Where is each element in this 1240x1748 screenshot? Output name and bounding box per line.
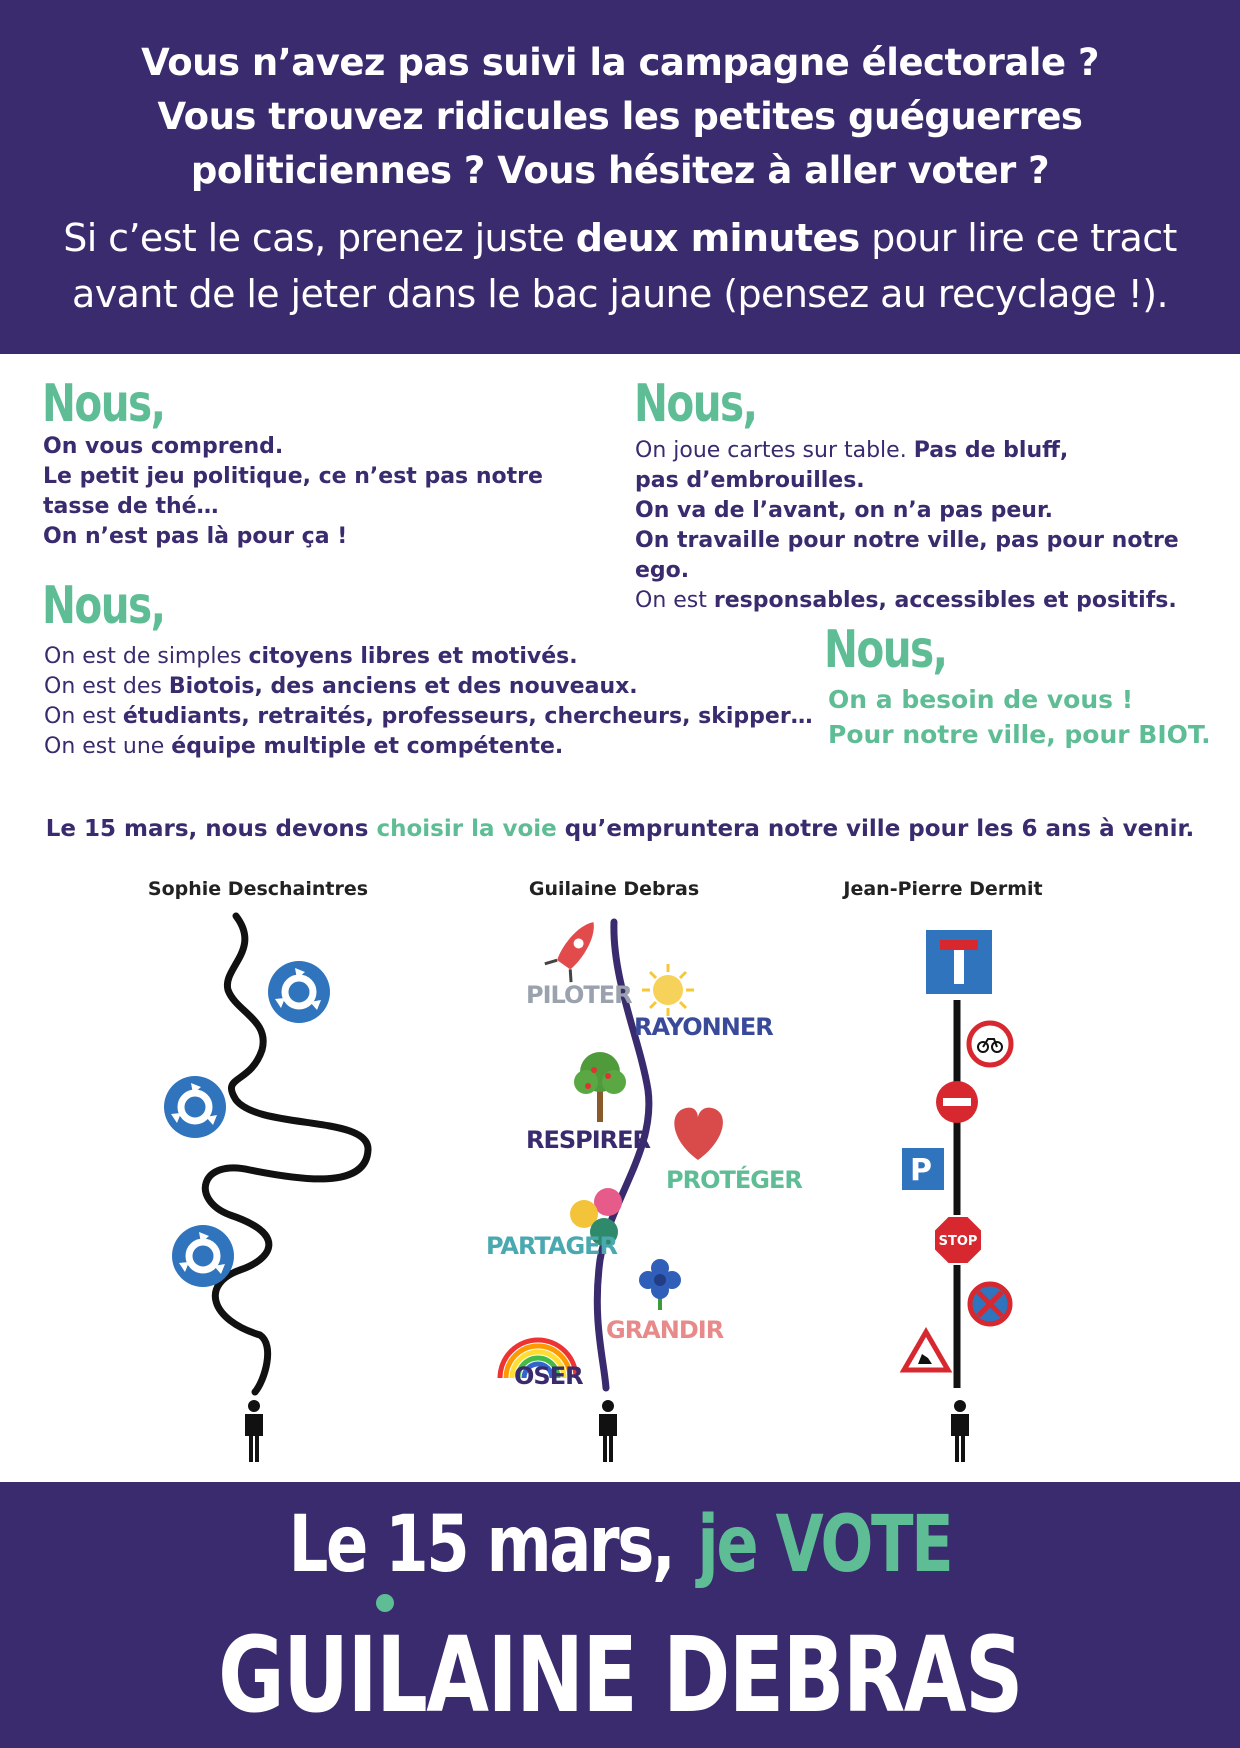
word-rayonner: RAYONNER: [634, 1013, 773, 1041]
candidate-name-3: Jean-Pierre Dermit: [843, 878, 1043, 900]
word-piloter: PILOTER: [526, 981, 632, 1009]
plain-text: On est de simples: [44, 644, 249, 669]
nous-heading-2: Nous,: [634, 374, 757, 434]
candidate-name-1: Sophie Deschaintres: [147, 878, 369, 900]
bold-text: citoyens libres et motivés.: [248, 644, 578, 669]
subline-text: Si c’est le cas, prenez juste: [63, 216, 576, 260]
header-question-2: Vous trouvez ridicules les petites guéguerres: [157, 95, 1083, 138]
bold-text: Biotois, des anciens et des nouveaux.: [168, 674, 638, 699]
bold-text: équipe multiple et compétente.: [171, 734, 564, 759]
headline-text-end: qu’empruntera notre ville pour les 6 ans à venir.: [556, 816, 1195, 842]
plain-text: On est une: [44, 734, 172, 759]
roundabout-icon: [164, 1076, 226, 1138]
falling-rocks-sign-icon: [904, 1332, 948, 1370]
vote-call: je VOTE: [697, 1500, 952, 1590]
tree-icon: [574, 1052, 626, 1122]
heart-icon: [674, 1108, 723, 1160]
no-bicycle-sign-icon: [969, 1023, 1011, 1065]
block4-line: On a besoin de vous !: [828, 685, 1134, 714]
bold-text: Pas de bluff,: [913, 438, 1069, 463]
block1-line: Le petit jeu politique, ce n’est pas notre: [43, 464, 543, 489]
bold-text: étudiants, retraités, professeurs, chercheurs, skipper…: [122, 704, 813, 729]
vote-line: [124, 1500, 1116, 1590]
nous-heading-3: Nous,: [42, 576, 165, 636]
block4-line: Pour notre ville, pour BIOT.: [828, 720, 1211, 749]
bold-text: On travaille pour notre ville, pas pour notre ego.: [635, 528, 1179, 583]
person-icon: [245, 1400, 263, 1462]
plain-text: On joue cartes sur table.: [635, 438, 914, 463]
headline-text: Le 15 mars, nous devons: [45, 816, 377, 842]
bold-text: responsables, accessibles et positifs.: [713, 588, 1177, 613]
person-icon: [599, 1400, 617, 1462]
nous-heading-4: Nous,: [824, 620, 947, 680]
stop-text: STOP: [938, 1234, 978, 1249]
accent-dot: [376, 1594, 394, 1612]
subline-bold: deux minutes: [575, 216, 860, 260]
word-oser: OSER: [514, 1362, 583, 1390]
sun-icon: [642, 964, 694, 1016]
roundabout-icon: [172, 1225, 234, 1287]
dead-end-sign-icon: [926, 930, 992, 994]
rocket-icon: [545, 913, 607, 982]
header-subline-2: avant de le jeter dans le bac jaune (pensez au recyclage !).: [72, 272, 1168, 316]
header-question-3: politiciennes ? Vous hésitez à aller voter ?: [190, 149, 1050, 192]
parking-sign-icon: [902, 1148, 944, 1190]
header-question-1: Vous n’avez pas suivi la campagne électorale ?: [141, 41, 1099, 84]
plain-text: On est: [44, 704, 123, 729]
no-stopping-sign-icon: [970, 1284, 1010, 1324]
parking-letter: P: [910, 1153, 932, 1188]
nous-heading-1: Nous,: [42, 374, 165, 434]
vote-date: Le 15 mars,: [288, 1500, 674, 1590]
plain-text: On est: [635, 588, 714, 613]
word-partager: PARTAGER: [486, 1232, 618, 1260]
plain-text: On est des: [44, 674, 169, 699]
no-entry-sign-icon: [936, 1081, 978, 1123]
stop-sign-icon: [934, 1216, 982, 1264]
word-proteger: PROTÉGER: [666, 1166, 802, 1194]
block1-line: On n’est pas là pour ça !: [43, 524, 348, 549]
roundabout-icon: [268, 961, 330, 1023]
bold-text: pas d’embrouilles.: [635, 468, 865, 493]
person-icon: [951, 1400, 969, 1462]
candidate-name-2: Guilaine Debras: [528, 878, 700, 900]
candidate-big-name: GUILAINE DEBRAS: [218, 1614, 1022, 1736]
block1-line: On vous comprend.: [43, 434, 284, 459]
word-respirer: RESPIRER: [526, 1126, 651, 1154]
bold-text: On va de l’avant, on n’a pas peur.: [635, 498, 1054, 523]
subline-text-end: pour lire ce tract: [859, 216, 1177, 260]
headline-green: choisir la voie: [376, 816, 557, 842]
word-grandir: GRANDIR: [606, 1316, 724, 1344]
flower-icon: [639, 1259, 681, 1310]
block1-line: tasse de thé…: [43, 494, 219, 519]
